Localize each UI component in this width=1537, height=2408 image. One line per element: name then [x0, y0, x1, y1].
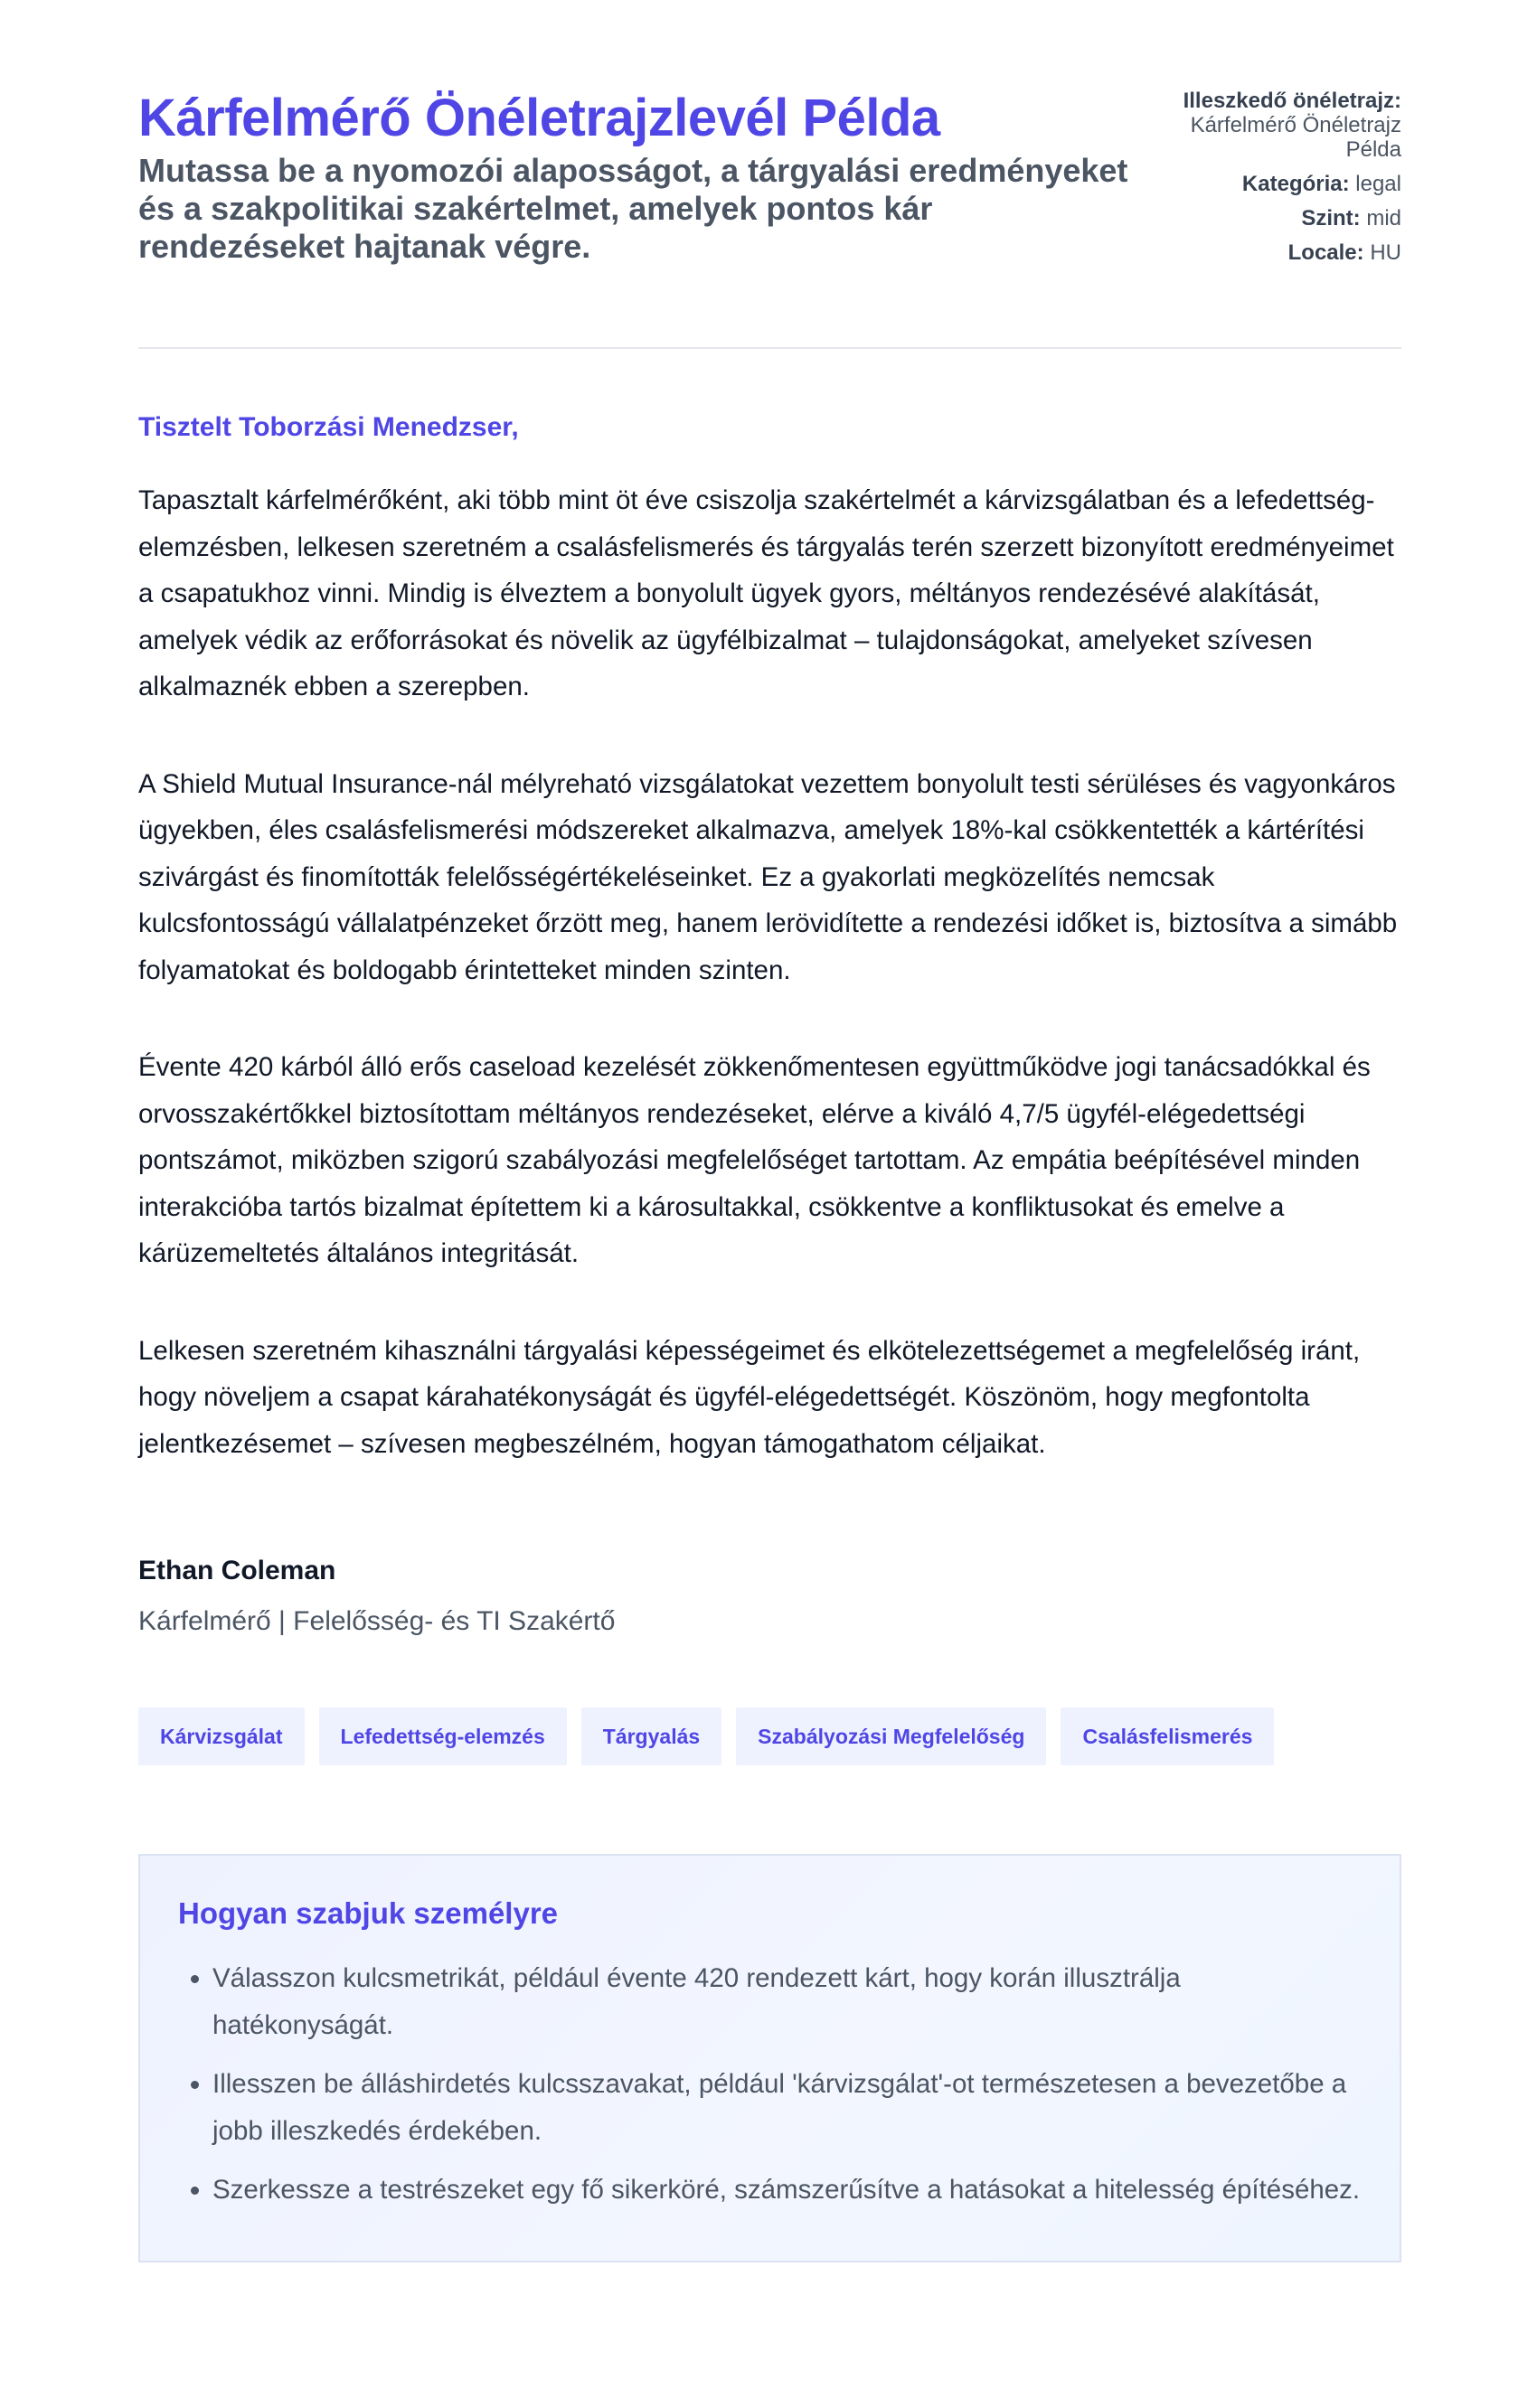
meta-resume-label: Illeszkedő önéletrajz:: [1183, 89, 1401, 113]
skill-tag[interactable]: Csalásfelismerés: [1061, 1707, 1274, 1765]
page-subtitle: Mutassa be a nyomozói alaposságot, a tárgyalási eredményeket és a szakpolitikai szakértelmet, amelyek pontos kár rendezéseket hajtanak végre.: [138, 152, 1128, 265]
letter-paragraph: Évente 420 kárból álló erős caseload kezelését zökkenőmentesen együttműködve jogi tanácsadókkal és orvosszakértőkkel biztosítottam méltányos rendezéseket, elérve a kiváló 4,7/5 ügyfél-elégedettségi pontszámot, miközben szigorú szabályozási megfelelőséget tartottam. Az empátia beépítésével minden interakcióba tartós bizalmat építettem ki a károsultakkal, csökkentve a konfliktusokat és emelve a kárüzemeltetés általános integritását.: [138, 1052, 1371, 1268]
signature-name: Ethan Coleman: [138, 1556, 336, 1585]
skill-tag[interactable]: Szabályozási Megfelelőség: [736, 1707, 1046, 1765]
signature-role: Kárfelmérő | Felelősség- és TI Szakértő: [138, 1606, 616, 1636]
tip-item: • Szerkessze a testrészeket egy fő sikerköré, számszerűsítve a hatásokat a hitelesség építéséhez.: [212, 2167, 1362, 2214]
skill-tag[interactable]: Lefedettség-elemzés: [319, 1707, 567, 1765]
tip-item: • Illesszen be álláshirdetés kulcsszavakat, például 'kárvizsgálat'-ot természetesen a bevezetőbe a jobb illeszkedés érdekében.: [212, 2061, 1362, 2154]
personalization-tips-box: [138, 1854, 1401, 2262]
meta-category-label: Kategória:: [1241, 172, 1350, 196]
tip-item: • Válasszon kulcsmetrikát, például évente 420 rendezett kárt, hogy korán illusztrálja hatékonyságát.: [212, 1955, 1362, 2048]
letter-paragraph: A Shield Mutual Insurance-nál mélyreható vizsgálatokat vezettem bonyolult testi sérüléses és vagyonkáros ügyekben, éles csalásfelismerési módszereket alkalmazva, amelyek 18%-kal csökkentették a kártérítési szivárgást és finomították felelősségértékeléseinket. Ez a gyakorlati megközelítés nemcsak kulcsfontosságú vállalatpénzeket őrzött meg, hanem lerövidítette a rendezési időket is, biztosítva a simább folyamatokat és boldogabb érintetteket minden szinten.: [138, 768, 1398, 985]
meta-resume: [1157, 89, 1401, 162]
meta-level-label: Szint:: [1301, 206, 1361, 230]
cover-letter-page: [138, 89, 1401, 2262]
meta-level: [1157, 206, 1401, 230]
meta-level-value: mid: [1366, 206, 1401, 230]
tips-list: [178, 1955, 1362, 2214]
meta-locale-value: HU: [1370, 240, 1401, 265]
meta-locale-label: Locale:: [1287, 240, 1364, 265]
meta-category: [1157, 172, 1401, 196]
meta-category-value: legal: [1355, 172, 1401, 196]
skill-tag[interactable]: Tárgyalás: [581, 1707, 721, 1765]
meta-panel: [1157, 89, 1401, 275]
meta-locale: [1157, 240, 1401, 265]
header-titles: [138, 89, 1142, 266]
letter-greeting: Tisztelt Toborzási Menedzser,: [138, 412, 519, 442]
letter-paragraph: Lelkesen szeretném kihasználni tárgyalási képességeimet és elkötelezettségemet a megfelelőség iránt, hogy növeljem a csapat kárahatékonyságát és ügyfél-elégedettségét. Köszönöm, hogy megfontolta jelentkezésemet – szívesen megbeszélném, hogyan támogathatom céljaikat.: [138, 1335, 1361, 1459]
page-title: Kárfelmérő Önéletrajzlevél Példa: [138, 89, 940, 147]
page-header: [138, 89, 1401, 349]
skill-tags: [138, 1707, 1401, 1765]
letter-paragraph: Tapasztalt kárfelmérőként, aki több mint öt éve csiszolja szakértelmét a kárvizsgálatban és a lefedettség-elemzésben, lelkesen szeretném a csalásfelismerés és tárgyalás terén szerzett bizonyított eredményeimet a csapatukhoz vinni. Mindig is élveztem a bonyolult ügyek gyors, méltányos rendezésévé alakítását, amelyek védik az erőforrásokat és növelik az ügyfélbizalmat – tulajdonságokat, amelyeket szívesen alkalmaznék ebben a szerepben.: [138, 485, 1394, 701]
skill-tag[interactable]: Kárvizsgálat: [138, 1707, 305, 1765]
tips-title: Hogyan szabjuk személyre: [178, 1896, 559, 1930]
meta-resume-link[interactable]: Kárfelmérő Önéletrajz Példa: [1190, 113, 1401, 162]
